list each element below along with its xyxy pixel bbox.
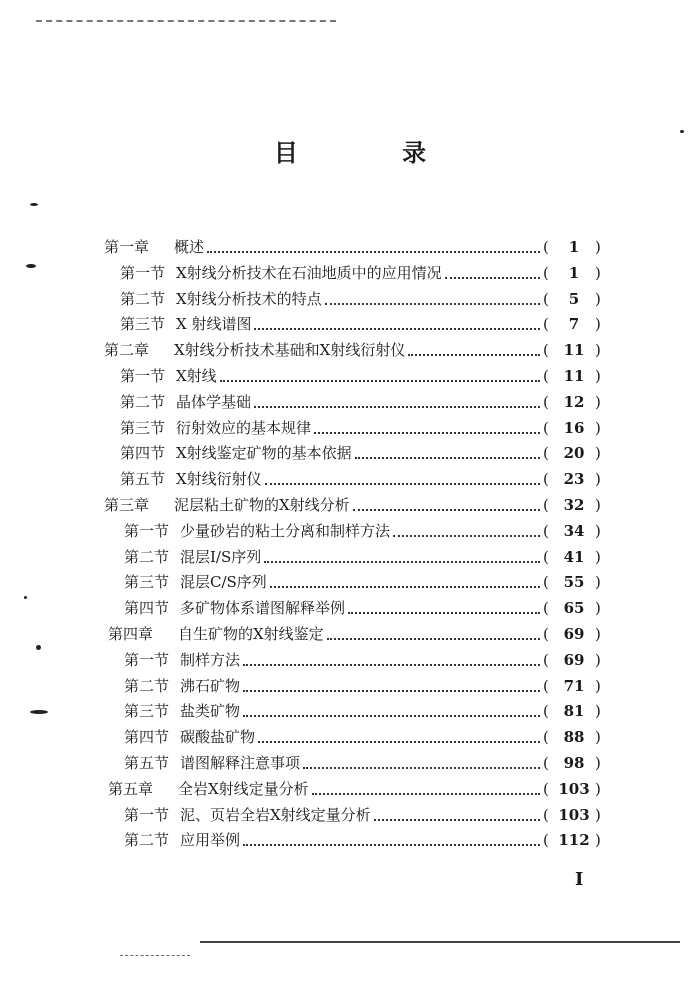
section-title: 泥、页岩全岩X射线定量分析 — [180, 805, 371, 824]
toc-chapter-row[interactable] — [104, 494, 605, 520]
section-number: 第一节 — [120, 263, 166, 282]
page-reference — [543, 599, 605, 617]
scan-speck — [30, 203, 38, 206]
dot-leader — [353, 509, 540, 511]
page-number: 1 — [568, 238, 580, 256]
page-number: 5 — [568, 289, 580, 308]
close-paren: ) — [595, 392, 601, 411]
scan-speck — [30, 710, 48, 714]
close-paren: ) — [595, 599, 601, 618]
page-reference — [543, 470, 605, 488]
toc-section-row[interactable] — [120, 391, 605, 417]
section-number: 第一节 — [120, 367, 166, 385]
top-dashed-rule — [36, 20, 336, 22]
section-title: 制样方法 — [180, 650, 241, 669]
page-reference — [543, 522, 605, 540]
toc-section-row[interactable] — [124, 675, 605, 701]
open-paren: ( — [543, 238, 549, 256]
dot-leader — [254, 406, 540, 408]
chapter-title: X射线分析技术基础和X射线衍射仪 — [174, 341, 406, 360]
section-title: 应用举例 — [180, 831, 241, 850]
page-reference — [543, 831, 605, 849]
close-paren: ) — [595, 728, 601, 747]
page-reference — [543, 341, 605, 359]
dot-leader — [265, 483, 540, 485]
chapter-number: 第二章 — [104, 341, 150, 360]
page-reference — [543, 728, 605, 746]
dot-leader — [314, 432, 540, 434]
open-paren: ( — [543, 754, 549, 772]
page-reference — [543, 573, 605, 591]
page-number: 41 — [563, 547, 585, 566]
page-number: 12 — [563, 392, 585, 411]
page-reference — [543, 315, 605, 333]
toc-section-row[interactable] — [120, 417, 605, 443]
page-reference — [543, 264, 605, 282]
page-reference — [543, 677, 605, 695]
dot-leader — [243, 664, 540, 666]
section-number: 第二节 — [124, 547, 170, 566]
page-number: 103 — [558, 805, 590, 824]
section-title: X射线衍射仪 — [176, 470, 262, 489]
open-paren: ( — [543, 496, 549, 514]
page-number: 23 — [563, 470, 585, 489]
chapter-title: 全岩X射线定量分析 — [178, 779, 309, 798]
close-paren: ) — [595, 754, 601, 772]
toc-section-row[interactable] — [124, 597, 605, 623]
open-paren: ( — [543, 650, 549, 669]
page-reference — [543, 238, 605, 256]
open-paren: ( — [543, 779, 549, 798]
section-title: 沸石矿物 — [180, 676, 241, 695]
page-number: 103 — [558, 779, 590, 798]
page-reference — [543, 444, 605, 462]
section-number: 第二节 — [120, 392, 166, 411]
section-number: 第四节 — [124, 728, 170, 747]
scan-speck — [24, 596, 27, 599]
close-paren: ) — [595, 444, 601, 463]
open-paren: ( — [543, 599, 549, 618]
close-paren: ) — [595, 573, 601, 592]
section-number: 第二节 — [124, 676, 170, 695]
close-paren: ) — [595, 315, 601, 334]
close-paren: ) — [595, 341, 601, 360]
page-number: 69 — [563, 650, 585, 669]
section-number: 第五节 — [120, 470, 166, 489]
page-reference — [543, 702, 605, 720]
close-paren: ) — [595, 547, 601, 566]
open-paren: ( — [543, 263, 549, 282]
page-reference — [543, 419, 605, 437]
open-paren: ( — [543, 805, 549, 824]
toc-section-row[interactable] — [120, 313, 605, 339]
open-paren: ( — [543, 702, 549, 721]
toc-section-row[interactable] — [124, 726, 605, 752]
page-number: 11 — [563, 367, 585, 385]
dot-leader — [445, 277, 540, 279]
page-title: 目 录 — [273, 138, 475, 167]
section-number: 第四节 — [120, 444, 166, 463]
page-reference — [543, 393, 605, 411]
section-number: 第三节 — [124, 702, 170, 721]
section-number: 第五节 — [124, 754, 170, 772]
section-title: X射线 — [176, 367, 217, 385]
section-title: 衍射效应的基本规律 — [176, 418, 312, 437]
section-title: 盐类矿物 — [180, 702, 241, 721]
close-paren: ) — [595, 470, 601, 489]
open-paren: ( — [543, 367, 549, 385]
close-paren: ) — [595, 779, 601, 798]
page-reference — [543, 548, 605, 566]
page-number: 1 — [568, 263, 580, 282]
dot-leader — [303, 767, 540, 769]
dot-leader — [254, 328, 540, 330]
close-paren: ) — [595, 418, 601, 437]
open-paren: ( — [543, 289, 549, 308]
page-reference — [543, 651, 605, 669]
open-paren: ( — [543, 728, 549, 747]
dot-leader — [270, 586, 540, 588]
page-number: 98 — [563, 754, 585, 772]
page-number: 71 — [563, 676, 585, 695]
open-paren: ( — [543, 444, 549, 463]
toc-section-row[interactable] — [124, 752, 605, 778]
section-number: 第三节 — [120, 315, 166, 334]
toc-chapter-row[interactable] — [108, 778, 605, 804]
section-title: X 射线谱图 — [176, 315, 252, 334]
toc-chapter-row[interactable] — [108, 623, 605, 649]
dot-leader — [393, 535, 540, 537]
page-reference — [543, 290, 605, 308]
close-paren: ) — [595, 367, 601, 385]
dot-leader — [374, 819, 540, 821]
section-number: 第一节 — [124, 805, 170, 824]
toc-section-row[interactable] — [124, 804, 605, 830]
close-paren: ) — [595, 650, 601, 669]
toc-chapter-row[interactable] — [104, 339, 605, 365]
section-number: 第一节 — [124, 521, 170, 540]
dot-leader — [243, 715, 540, 717]
open-paren: ( — [543, 315, 549, 334]
open-paren: ( — [543, 341, 549, 360]
toc-section-row[interactable] — [120, 262, 605, 288]
toc-section-row[interactable] — [120, 468, 605, 494]
toc-section-row[interactable] — [124, 649, 605, 675]
chapter-number: 第五章 — [108, 779, 154, 798]
close-paren: ) — [595, 702, 601, 721]
chapter-title: 概述 — [174, 238, 205, 256]
section-title: 谱图解释注意事项 — [180, 754, 301, 772]
page-number: 11 — [563, 341, 585, 360]
open-paren: ( — [543, 831, 549, 850]
page-reference — [543, 625, 605, 643]
page-reference — [543, 496, 605, 514]
dot-leader — [264, 561, 540, 563]
toc-section-row[interactable] — [124, 520, 605, 546]
section-number: 第四节 — [124, 599, 170, 618]
open-paren: ( — [543, 418, 549, 437]
toc-section-row[interactable] — [120, 442, 605, 468]
page-reference — [543, 780, 605, 798]
open-paren: ( — [543, 521, 549, 540]
scan-speck — [36, 645, 41, 650]
chapter-number: 第一章 — [104, 238, 150, 256]
page-number: 34 — [563, 521, 585, 540]
page-number: 20 — [563, 444, 585, 463]
section-title: X射线鉴定矿物的基本依据 — [176, 444, 352, 463]
section-title: 少量砂岩的粘土分离和制样方法 — [180, 521, 391, 540]
chapter-title: 泥层粘土矿物的X射线分析 — [174, 496, 350, 514]
page-number: 69 — [563, 625, 585, 643]
section-title: 混层I/S序列 — [180, 547, 262, 566]
dot-leader — [207, 251, 540, 253]
section-number: 第二节 — [124, 831, 170, 850]
dot-leader — [348, 612, 540, 614]
dot-leader — [258, 741, 540, 743]
chapter-number: 第四章 — [108, 625, 154, 643]
page-reference — [543, 754, 605, 772]
chapter-number: 第三章 — [104, 496, 150, 514]
page-reference — [543, 367, 605, 385]
scan-speck — [680, 130, 684, 133]
section-number: 第二节 — [120, 289, 166, 308]
section-title: 混层C/S序列 — [180, 573, 267, 592]
page-number: 16 — [563, 418, 585, 437]
section-title: X射线分析技术的特点 — [176, 289, 322, 308]
page-number: 55 — [563, 573, 585, 592]
section-number: 第三节 — [124, 573, 170, 592]
open-paren: ( — [543, 547, 549, 566]
open-paren: ( — [543, 470, 549, 489]
page-number: 88 — [563, 728, 585, 747]
close-paren: ) — [595, 831, 601, 850]
scan-speck — [26, 264, 36, 268]
toc-chapter-row[interactable] — [104, 236, 605, 262]
open-paren: ( — [543, 676, 549, 695]
dot-leader — [408, 354, 540, 356]
page-number: 65 — [563, 599, 585, 618]
close-paren: ) — [595, 521, 601, 540]
toc-section-row[interactable] — [120, 365, 605, 391]
dot-leader — [312, 793, 540, 795]
page-folio: I — [575, 869, 584, 890]
section-number: 第一节 — [124, 650, 170, 669]
open-paren: ( — [543, 625, 549, 643]
section-title: 晶体学基础 — [176, 392, 252, 411]
close-paren: ) — [595, 676, 601, 695]
close-paren: ) — [595, 805, 601, 824]
page-number: 7 — [568, 315, 580, 334]
toc-section-row[interactable] — [124, 546, 605, 572]
toc-section-row[interactable] — [120, 288, 605, 314]
open-paren: ( — [543, 392, 549, 411]
section-title: X射线分析技术在石油地质中的应用情况 — [176, 263, 442, 282]
page-reference — [543, 806, 605, 824]
toc-section-row[interactable] — [124, 829, 605, 855]
chapter-title: 自生矿物的X射线鉴定 — [178, 625, 324, 643]
section-title: 碳酸盐矿物 — [180, 728, 256, 747]
dot-leader — [327, 638, 540, 640]
close-paren: ) — [595, 625, 601, 643]
toc-section-row[interactable] — [124, 571, 605, 597]
close-paren: ) — [595, 289, 601, 308]
section-title: 多矿物体系谱图解释举例 — [180, 599, 346, 618]
bottom-dashed-rule — [120, 955, 190, 956]
dot-leader — [243, 844, 540, 846]
close-paren: ) — [595, 238, 601, 256]
toc-section-row[interactable] — [124, 700, 605, 726]
section-number: 第三节 — [120, 418, 166, 437]
close-paren: ) — [595, 263, 601, 282]
open-paren: ( — [543, 573, 549, 592]
dot-leader — [220, 380, 540, 382]
page-number: 112 — [558, 831, 590, 850]
page-number: 32 — [563, 496, 585, 514]
dot-leader — [243, 690, 540, 692]
dot-leader — [325, 303, 540, 305]
bottom-rule — [200, 941, 680, 943]
page-number: 81 — [563, 702, 585, 721]
dot-leader — [355, 457, 540, 459]
close-paren: ) — [595, 496, 601, 514]
